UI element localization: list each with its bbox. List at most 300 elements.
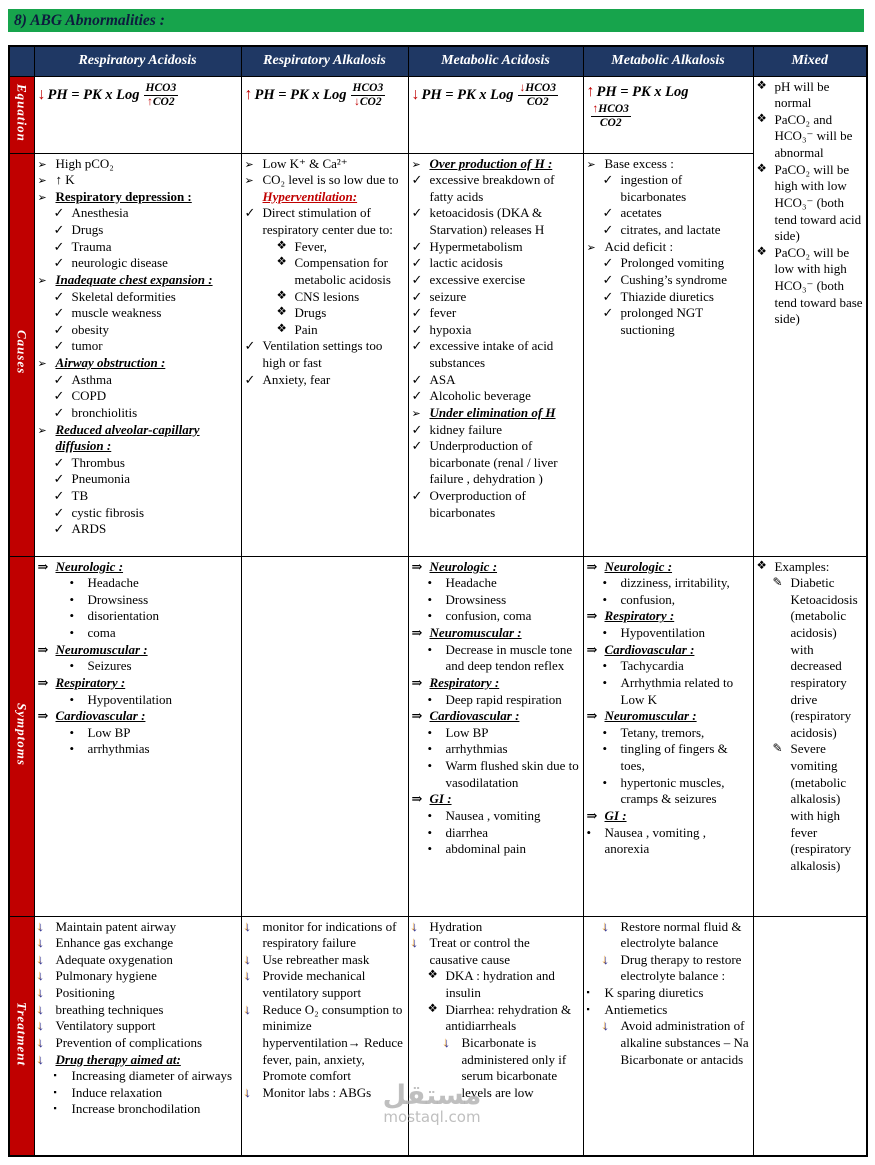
treatment-cell-metabolic-acidosis — [408, 916, 583, 1156]
row-label-equation — [9, 76, 34, 153]
fraction-numerator: ↓HCO3 — [518, 82, 558, 96]
list-item — [587, 658, 750, 675]
list-item-text: obesity — [71, 321, 110, 337]
checkmark-icon: ✓ — [411, 172, 423, 188]
list-item-text: diarrhea — [445, 824, 489, 840]
checkmark-icon: ✓ — [411, 488, 423, 503]
list-item-text: Hypoventilation — [87, 691, 172, 707]
list-item — [245, 239, 405, 256]
list-item-text: Under elimination of H — [429, 404, 556, 420]
list-item-text: Hydration — [429, 918, 483, 934]
checkmark-icon: ✓ — [411, 388, 423, 404]
list-item-text: Adequate oxygenation — [55, 951, 173, 967]
list-item — [587, 708, 750, 725]
dot-bullet-icon: • — [602, 591, 608, 607]
red-arrow-icon: ↓ — [354, 95, 360, 108]
dot-bullet-icon: • — [427, 724, 433, 740]
fraction-numerator: HCO3 — [144, 82, 179, 96]
list-item — [757, 245, 864, 328]
section-title — [8, 9, 864, 32]
list-item-text: Monitor labs : ABGs — [262, 1084, 372, 1100]
treatment-cell-metabolic-alkalosis — [583, 916, 753, 1156]
list-item-text: ARDS — [71, 521, 107, 537]
list-item-text: Antiemetics — [604, 1001, 668, 1017]
list-item — [38, 488, 238, 505]
list-item — [38, 289, 238, 306]
list-item — [38, 405, 238, 422]
list-item-text: Low BP — [87, 724, 131, 740]
double-arrow-icon: ⇒ — [37, 641, 49, 657]
diamond-bullet-icon: ❖ — [276, 322, 287, 335]
list-item — [412, 239, 580, 256]
dot-bullet-icon: • — [69, 625, 75, 640]
list-item-text: bronchiolitis — [71, 404, 138, 420]
down-arrow-bullet-icon: ↓ — [602, 918, 609, 934]
list-item-text: Examples: — [774, 558, 830, 574]
list-item — [412, 422, 580, 439]
dot-bullet-icon: • — [602, 658, 608, 674]
list-item — [412, 488, 580, 521]
causes-cell-respiratory-acidosis — [34, 153, 241, 556]
list-item — [38, 156, 238, 173]
arrowhead-bullet-icon: ➢ — [411, 407, 421, 420]
checkmark-icon: ✓ — [602, 305, 614, 321]
list-item-text: citrates, and lactate — [620, 222, 721, 237]
list-item — [587, 239, 750, 256]
list-item-text: Inadequate chest expansion : — [55, 271, 213, 287]
diamond-bullet-icon: ❖ — [756, 79, 767, 92]
list-item-text: Hypoventilation — [620, 625, 705, 640]
arrowhead-bullet-icon: ➢ — [37, 175, 47, 188]
double-arrow-icon: ⇒ — [411, 791, 423, 807]
down-arrow-bullet-icon: ↓ — [244, 1001, 251, 1017]
list-item — [38, 1035, 238, 1052]
list-item-text: neurologic disease — [71, 255, 168, 271]
list-item-text: seizure — [429, 288, 467, 304]
equation-formula-text: PH = PK x Log — [596, 83, 689, 100]
list-item-text: monitor for indications of respiratory failure — [262, 918, 397, 951]
down-arrow-bullet-icon: ↓ — [37, 968, 44, 984]
list-item — [587, 289, 750, 306]
list-item — [38, 559, 238, 576]
list-item-text: Asthma — [71, 371, 112, 387]
down-arrow-bullet-icon: ↓ — [602, 951, 609, 967]
list-item-text: Avoid administration of alkaline substances – Na Bicarbonate or antacids — [620, 1018, 749, 1067]
down-arrow-bullet-icon: ↓ — [37, 1001, 44, 1017]
list-item — [38, 1002, 238, 1019]
list-item-text: Low BP — [445, 724, 489, 740]
down-arrow-bullet-icon: ↓ — [411, 935, 418, 951]
list-item — [587, 775, 750, 808]
double-arrow-icon: ⇒ — [411, 625, 423, 640]
diamond-bullet-icon: ❖ — [276, 239, 287, 252]
list-item-text: Drugs — [294, 305, 327, 321]
equation-formula-text: PH = PK x Log — [47, 86, 140, 103]
list-item — [412, 825, 580, 842]
list-item — [38, 189, 238, 206]
list-item — [38, 985, 238, 1002]
dot-bullet-icon: • — [602, 674, 608, 690]
list-item — [757, 112, 864, 162]
list-item — [757, 559, 864, 576]
list-item — [587, 1018, 750, 1068]
arrowhead-bullet-icon: ➢ — [586, 158, 596, 171]
list-item — [412, 708, 580, 725]
list-item-text: DKA : hydration and insulin — [445, 968, 555, 1000]
list-item-text: Respiratory depression : — [55, 188, 192, 204]
dot-bullet-icon: • — [69, 575, 75, 591]
equation — [412, 79, 580, 109]
list-item-text: excessive breakdown of fatty acids — [429, 172, 555, 204]
list-item-text: Increase bronchodilation — [71, 1101, 201, 1117]
row-label-causes-text: Causes — [14, 330, 30, 375]
list-item — [245, 322, 405, 339]
col-header-respiratory-acidosis: Respiratory Acidosis — [34, 46, 241, 76]
list-item-text: abdominal pain — [445, 841, 527, 857]
list-item — [38, 1101, 238, 1118]
list-item — [412, 608, 580, 625]
list-item — [412, 388, 580, 405]
list-item — [587, 592, 750, 609]
down-arrow-bullet-icon: ↓ — [244, 1084, 251, 1100]
arrowhead-bullet-icon: ➢ — [244, 175, 254, 188]
dot-bullet-icon: • — [69, 658, 75, 674]
equation-cell-respiratory-acidosis — [34, 76, 241, 153]
double-arrow-icon: ⇒ — [411, 674, 423, 690]
section-title-text: 8) ABG Abnormalities : — [14, 12, 165, 29]
list-item — [587, 625, 750, 642]
list-item-text: Provide mechanical ventilatory support — [262, 968, 366, 1000]
list-item-text: Enhance gas exchange — [55, 935, 174, 951]
fraction-denominator: CO2 — [599, 117, 622, 130]
equation-cell-metabolic-acidosis — [408, 76, 583, 153]
col-header-metabolic-alkalosis: Metabolic Alkalosis — [583, 46, 753, 76]
col-header-respiratory-alkalosis: Respiratory Alkalosis — [241, 46, 408, 76]
list-item — [412, 625, 580, 642]
double-arrow-icon: ⇒ — [586, 708, 598, 724]
symptoms-cell-respiratory-acidosis — [34, 556, 241, 916]
checkmark-icon: ✓ — [411, 238, 423, 254]
list-item — [38, 205, 238, 222]
list-item-text: Ventilatory support — [55, 1018, 156, 1034]
arrowhead-bullet-icon: ➢ — [586, 241, 596, 254]
equation — [245, 79, 405, 109]
list-item-text: Cardiovascular : — [604, 641, 695, 657]
checkmark-icon: ✓ — [411, 321, 423, 337]
arrowhead-bullet-icon: ➢ — [411, 158, 421, 171]
list-item — [412, 675, 580, 692]
dot-bullet-icon: • — [427, 591, 433, 607]
symptoms-cell-respiratory-alkalosis — [241, 556, 408, 916]
list-item-text: Treat or control the causative cause — [429, 935, 530, 967]
list-item — [587, 205, 750, 222]
list-item — [38, 305, 238, 322]
list-item-text: Direct stimulation of respiratory center due to: — [262, 205, 393, 237]
list-item — [412, 692, 580, 709]
dot-bullet-icon: • — [427, 608, 433, 624]
list-item-text: Drugs — [71, 222, 104, 237]
dot-bullet-icon: • — [427, 841, 433, 857]
list-item — [587, 559, 750, 576]
checkmark-icon: ✓ — [411, 438, 423, 454]
symptoms-cell-mixed — [753, 556, 867, 916]
list-item-text: Prolonged vomiting — [620, 255, 725, 271]
list-item — [38, 675, 238, 692]
dot-bullet-icon: • — [427, 641, 433, 657]
list-item-text: Cardiovascular : — [429, 708, 520, 724]
mixed-overview-cell — [753, 76, 867, 556]
list-item-text: Tetany, tremors, — [620, 724, 705, 740]
list-item-text: PaCO₂ will be low with high HCO₃⁻ (both tend toward base side) — [774, 244, 863, 327]
checkmark-icon: ✓ — [53, 454, 65, 470]
list-item-text: Decrease in muscle tone and deep tendon reflex — [445, 641, 573, 674]
col-header-mixed: Mixed — [753, 46, 867, 76]
list-item — [38, 388, 238, 405]
diamond-bullet-icon: ❖ — [276, 289, 287, 302]
square-bullet-icon: ▪ — [53, 1103, 57, 1114]
red-down-arrow-icon: ↓ — [411, 85, 420, 103]
checkmark-icon: ✓ — [411, 205, 423, 221]
equation-formula-text: PH = PK x Log — [254, 86, 347, 103]
double-arrow-icon: ⇒ — [37, 558, 49, 574]
list-item-text: Arrhythmia related to Low K — [620, 674, 734, 707]
double-arrow-icon: ⇒ — [411, 558, 423, 574]
list-item — [38, 505, 238, 522]
checkmark-icon: ✓ — [53, 222, 65, 237]
list-item — [412, 405, 580, 422]
list-item-text: Compensation for metabolic acidosis — [294, 255, 391, 287]
list-item-text: Prevention of complications — [55, 1034, 203, 1050]
checkmark-icon: ✓ — [53, 305, 65, 321]
checkmark-icon: ✓ — [602, 205, 614, 221]
list-item-text: Cardiovascular : — [55, 708, 146, 724]
list-item — [587, 222, 750, 239]
arrowhead-bullet-icon: ➢ — [37, 358, 47, 370]
checkmark-icon: ✓ — [53, 521, 65, 537]
equation-formula-text: PH = PK x Log — [421, 86, 514, 103]
list-item — [412, 172, 580, 205]
row-label-causes — [9, 153, 34, 556]
list-item-text: confusion, coma — [445, 608, 532, 624]
fraction-denominator: ↑CO2 — [147, 95, 175, 108]
equation-cell-metabolic-alkalosis — [583, 76, 753, 153]
down-arrow-bullet-icon: ↓ — [411, 918, 418, 934]
checkmark-icon: ✓ — [411, 421, 423, 437]
list-item — [412, 919, 580, 936]
list-item — [245, 1002, 405, 1085]
dot-bullet-icon: • — [69, 724, 75, 740]
equation — [587, 79, 750, 131]
list-item-text: Deep rapid respiration — [445, 691, 562, 707]
dot-bullet-icon: • — [602, 724, 608, 740]
list-item — [38, 239, 238, 256]
row-label-treatment — [9, 916, 34, 1156]
list-item-text: hypertonic muscles, cramps & seizures — [620, 774, 725, 807]
list-item — [38, 935, 238, 952]
dot-bullet-icon: • — [427, 824, 433, 840]
col-header-metabolic-acidosis: Metabolic Acidosis — [408, 46, 583, 76]
down-arrow-bullet-icon: ↓ — [37, 1051, 44, 1067]
list-item — [587, 156, 750, 173]
equation — [38, 79, 238, 109]
list-item-text: Airway obstruction : — [55, 355, 166, 370]
list-item-text: tumor — [71, 338, 103, 354]
list-item — [245, 338, 405, 371]
list-item — [245, 255, 405, 288]
list-item-text: Severe vomiting (metabolic alkalosis) with high fever (respiratory alkalosis) — [790, 741, 852, 873]
watermark-domain-text: mostaql.com — [383, 1108, 481, 1126]
dot-bullet-icon: • — [602, 575, 608, 591]
list-item-text: Ventilation settings too high or fast — [262, 338, 383, 370]
treatment-cell-respiratory-acidosis — [34, 916, 241, 1156]
list-item-text: Fever, — [294, 238, 327, 254]
list-item — [587, 642, 750, 659]
list-item-text: PaCO₂ will be high with low HCO₃⁻ (both tend toward acid side) — [774, 161, 862, 244]
checkmark-icon: ✓ — [411, 305, 423, 321]
checkmark-icon: ✓ — [53, 205, 65, 221]
list-item — [38, 455, 238, 472]
list-item-text: Base excess : — [604, 155, 674, 171]
diamond-bullet-icon: ❖ — [756, 559, 767, 572]
treatment-cell-mixed-empty — [753, 916, 867, 1156]
list-item — [245, 1085, 405, 1102]
list-item — [587, 305, 750, 338]
checkmark-icon: ✓ — [602, 172, 614, 188]
list-item — [38, 338, 238, 355]
checkmark-icon: ✓ — [53, 404, 65, 420]
equation-cell-respiratory-alkalosis — [241, 76, 408, 153]
list-item — [38, 1068, 238, 1085]
dot-bullet-icon: • — [427, 575, 433, 591]
list-item — [412, 575, 580, 592]
list-item — [412, 255, 580, 272]
list-item-text: Over production of H : — [429, 155, 553, 171]
list-item-text: Anesthesia — [71, 205, 129, 221]
list-item-text: Neuromuscular : — [55, 641, 148, 657]
down-arrow-bullet-icon: ↓ — [244, 918, 251, 934]
list-item — [38, 658, 238, 675]
square-bullet-icon: ▪ — [586, 987, 590, 997]
down-arrow-bullet-icon: ↓ — [37, 1018, 44, 1034]
list-item — [38, 725, 238, 742]
list-item — [412, 272, 580, 289]
diamond-bullet-icon: ❖ — [427, 969, 438, 982]
list-item-text: PaCO₂ and HCO₃⁻ will be abnormal — [774, 111, 853, 160]
list-item-text: confusion, — [620, 591, 676, 607]
list-item-text: Bicarbonate is administered only if serum bicarbonate levels are low — [461, 1034, 567, 1100]
list-item — [412, 1035, 580, 1102]
down-arrow-bullet-icon: ↓ — [602, 1018, 609, 1034]
checkmark-icon: ✓ — [53, 321, 65, 337]
list-item-text: hypoxia — [429, 321, 472, 337]
diamond-bullet-icon: ❖ — [276, 256, 287, 269]
list-item — [38, 692, 238, 709]
checkmark-icon: ✓ — [411, 288, 423, 304]
list-item — [412, 559, 580, 576]
list-item — [757, 575, 864, 741]
watermark-arabic-text: مستقل — [382, 1080, 482, 1111]
dot-bullet-icon: • — [427, 741, 433, 757]
checkmark-icon: ✓ — [602, 222, 614, 237]
list-item-text: Nausea , vomiting , anorexia — [604, 824, 706, 857]
fraction-numerator: HCO3 — [351, 82, 386, 96]
diamond-bullet-icon: ❖ — [756, 162, 767, 175]
diamond-bullet-icon: ❖ — [756, 245, 767, 258]
list-item-text: ASA — [429, 371, 456, 387]
list-item — [38, 625, 238, 642]
list-item — [757, 162, 864, 245]
list-item — [412, 289, 580, 306]
list-item — [587, 608, 750, 625]
list-item-text: Increasing diameter of airways — [71, 1068, 233, 1084]
list-item — [38, 608, 238, 625]
treatment-cell-respiratory-alkalosis — [241, 916, 408, 1156]
list-item — [245, 372, 405, 389]
list-item-text: Neurologic : — [55, 558, 124, 574]
checkmark-icon: ✓ — [244, 338, 256, 354]
list-item-text: CO₂ level is so low due to — [262, 172, 399, 188]
list-item-text: Hypermetabolism — [429, 238, 523, 254]
list-item — [587, 985, 750, 1002]
down-arrow-bullet-icon: ↓ — [37, 985, 44, 1000]
list-item-text: Respiratory : — [55, 674, 126, 690]
dot-bullet-icon: • — [602, 741, 608, 757]
list-item — [587, 952, 750, 985]
list-item-text: acetates — [620, 205, 662, 221]
list-item — [587, 725, 750, 742]
list-item — [38, 372, 238, 389]
fraction-denominator: CO2 — [526, 95, 549, 108]
abg-abnormalities-table — [8, 45, 868, 1157]
list-item — [38, 708, 238, 725]
list-item — [412, 205, 580, 238]
arrowhead-bullet-icon: ➢ — [37, 424, 47, 437]
list-item-text: Pulmonary hygiene — [55, 968, 157, 984]
down-arrow-bullet-icon: ↓ — [244, 951, 251, 967]
row-label-symptoms — [9, 556, 34, 916]
dot-bullet-icon: • — [427, 758, 433, 773]
list-item-text: CNS lesions — [294, 288, 360, 304]
diamond-bullet-icon: ❖ — [427, 1002, 438, 1015]
symptoms-cell-metabolic-alkalosis — [583, 556, 753, 916]
checkmark-icon: ✓ — [53, 388, 65, 404]
list-item — [38, 355, 238, 372]
dot-bullet-icon: • — [69, 608, 75, 624]
diamond-bullet-icon: ❖ — [756, 112, 767, 125]
list-item-text: Acid deficit : — [604, 238, 674, 254]
list-item — [412, 968, 580, 1001]
list-item — [38, 592, 238, 609]
list-item-text: Headache — [445, 575, 497, 591]
list-item-text: Nausea , vomiting — [445, 807, 541, 823]
list-item-text: Anxiety, fear — [262, 371, 331, 387]
pencil-bullet-icon: ✎ — [772, 575, 783, 590]
list-item — [587, 1002, 750, 1019]
list-item — [38, 322, 238, 339]
list-item — [587, 825, 750, 858]
list-item — [245, 919, 405, 952]
pencil-bullet-icon: ✎ — [772, 741, 783, 756]
arrowhead-bullet-icon: ➢ — [244, 158, 254, 171]
double-arrow-icon: ⇒ — [586, 608, 598, 624]
checkmark-icon: ✓ — [411, 338, 423, 354]
causes-cell-respiratory-alkalosis — [241, 153, 408, 556]
causes-cell-metabolic-acidosis — [408, 153, 583, 556]
list-item-text: Neuromuscular : — [429, 625, 522, 640]
checkmark-icon: ✓ — [53, 255, 65, 271]
list-item — [412, 808, 580, 825]
list-item — [412, 322, 580, 339]
